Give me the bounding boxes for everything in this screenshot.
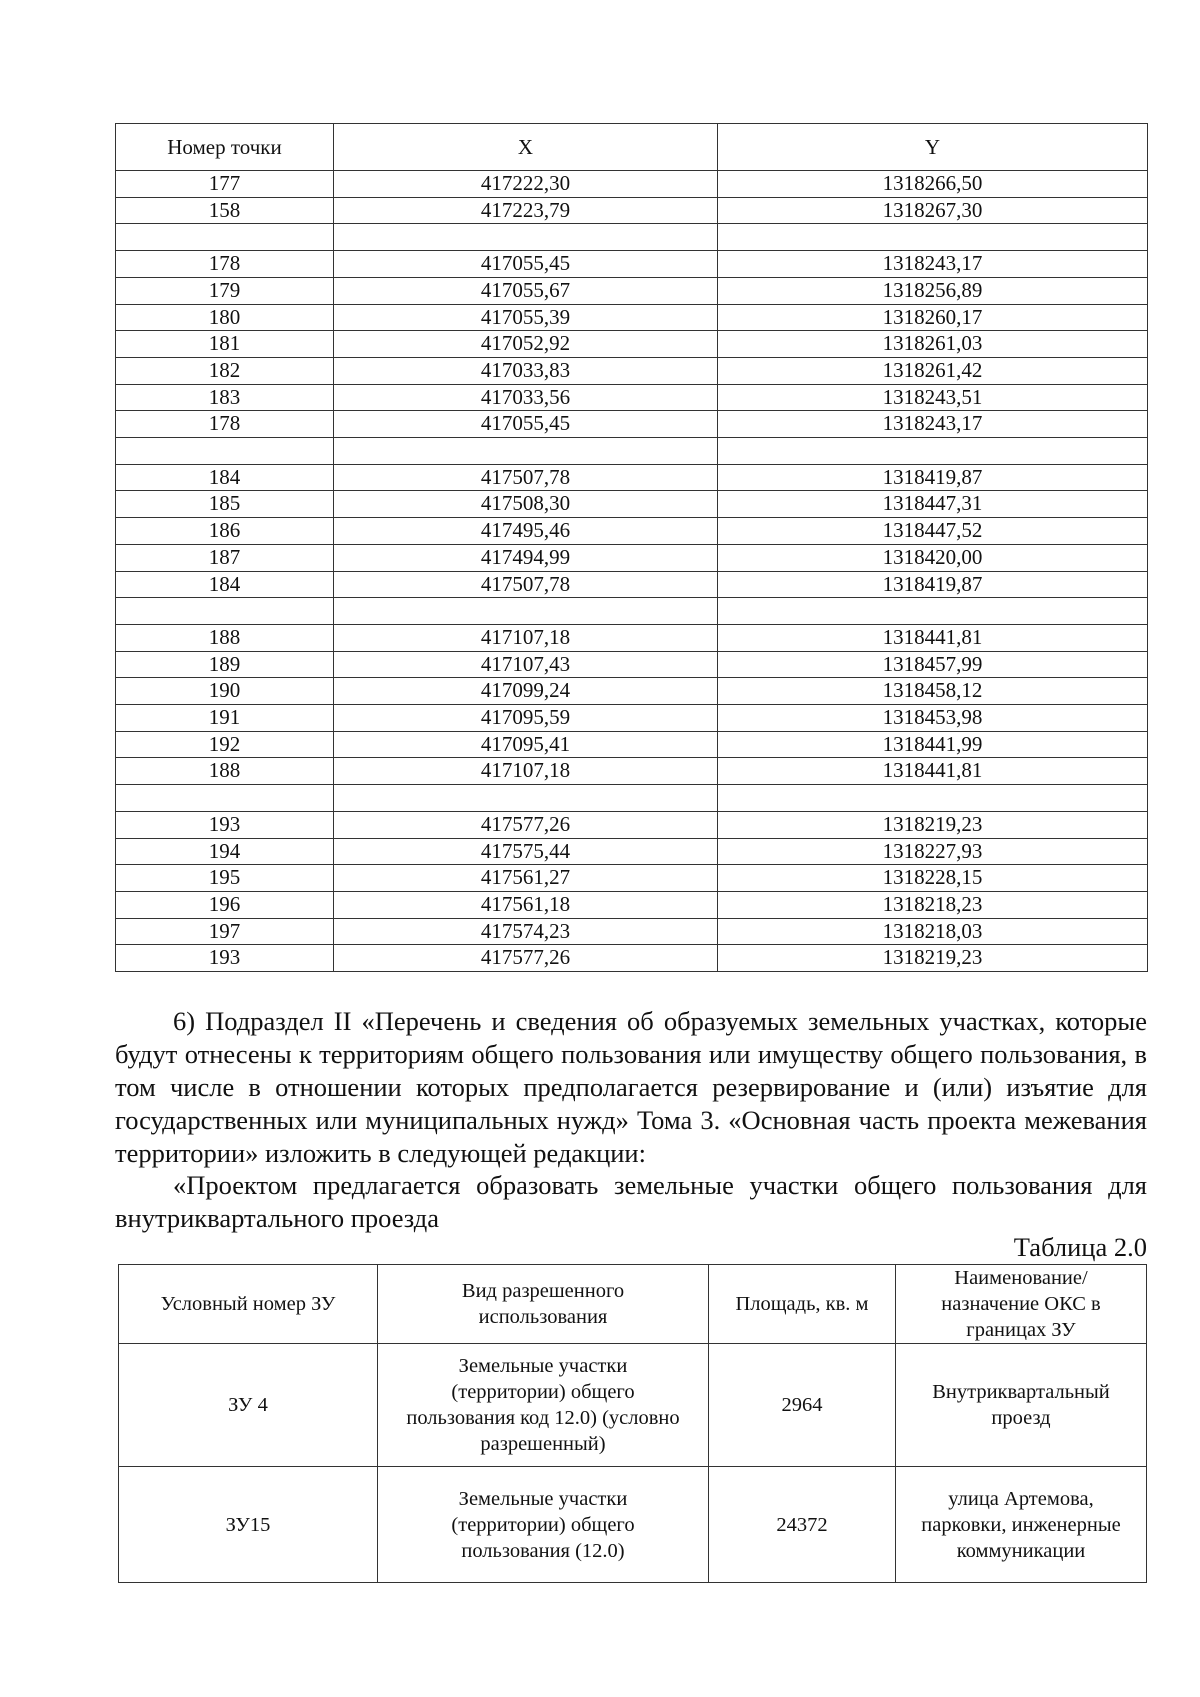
x-cell: 417055,45 xyxy=(334,411,718,438)
land-plots-table xyxy=(118,1264,1147,1583)
x-cell xyxy=(334,224,718,251)
y-cell: 1318441,81 xyxy=(718,758,1148,785)
table-row xyxy=(116,865,1148,892)
y-cell: 1318447,31 xyxy=(718,491,1148,518)
paragraph-7 xyxy=(115,1169,1147,1235)
x-cell xyxy=(334,438,718,465)
x-cell: 417107,43 xyxy=(334,651,718,678)
header-oks-name: Наименование/ назначение ОКС в границах ЗУ xyxy=(896,1265,1147,1344)
x-cell: 417494,99 xyxy=(334,544,718,571)
header-y: Y xyxy=(718,124,1148,171)
plot-number-cell: ЗУ 4 xyxy=(119,1344,378,1467)
table-row xyxy=(116,518,1148,545)
x-cell: 417107,18 xyxy=(334,758,718,785)
point-number-cell: 183 xyxy=(116,384,334,411)
x-cell xyxy=(334,598,718,625)
y-cell xyxy=(718,438,1148,465)
y-cell: 1318218,03 xyxy=(718,918,1148,945)
x-cell: 417495,46 xyxy=(334,518,718,545)
point-number-cell: 158 xyxy=(116,197,334,224)
table-row xyxy=(116,277,1148,304)
separator-row xyxy=(116,224,1148,251)
x-cell: 417052,92 xyxy=(334,331,718,358)
header-area: Площадь, кв. м xyxy=(709,1265,896,1344)
x-cell: 417033,83 xyxy=(334,357,718,384)
oks-name-cell: улица Артемова, парковки, инженерные коммуникации xyxy=(896,1467,1147,1583)
point-number-cell: 190 xyxy=(116,678,334,705)
table-row xyxy=(116,678,1148,705)
oks-name-cell: Внутриквартальный проезд xyxy=(896,1344,1147,1467)
point-number-cell: 177 xyxy=(116,171,334,198)
y-cell: 1318260,17 xyxy=(718,304,1148,331)
x-cell: 417577,26 xyxy=(334,811,718,838)
table-row xyxy=(116,811,1148,838)
land-plots-header-row xyxy=(119,1265,1147,1344)
x-cell: 417055,39 xyxy=(334,304,718,331)
y-cell: 1318266,50 xyxy=(718,171,1148,198)
point-number-cell: 194 xyxy=(116,838,334,865)
table-row xyxy=(116,945,1148,972)
table-row xyxy=(116,705,1148,732)
point-number-cell xyxy=(116,224,334,251)
plot-number-cell: ЗУ15 xyxy=(119,1467,378,1583)
point-number-cell: 181 xyxy=(116,331,334,358)
point-number-cell: 195 xyxy=(116,865,334,892)
x-cell: 417107,18 xyxy=(334,624,718,651)
table-row xyxy=(119,1467,1147,1583)
header-plot-number: Условный номер ЗУ xyxy=(119,1265,378,1344)
header-x: X xyxy=(334,124,718,171)
permitted-use-cell: Земельные участки (территории) общего пользования код 12.0) (условно разрешенный) xyxy=(378,1344,709,1467)
point-number-cell: 196 xyxy=(116,891,334,918)
separator-row xyxy=(116,598,1148,625)
table-caption: Таблица 2.0 xyxy=(1013,1232,1147,1262)
coordinates-table xyxy=(115,123,1148,972)
paragraph-6-text: 6) Подраздел II «Перечень и сведения об образуемых земельных участках, которые будут отнесены к территориям общего пользования или имуществу общего пользования, в том числе в отношении которых предполагается резервирование и (или) изъятие для государственных или муниципальных нужд» Тома 3. «Основная часть проекта межевания территории» изложить в следующей редакции: xyxy=(115,1006,1147,1168)
header-point-number: Номер точки xyxy=(116,124,334,171)
point-number-cell: 188 xyxy=(116,758,334,785)
coordinates-body xyxy=(116,171,1148,972)
y-cell: 1318447,52 xyxy=(718,518,1148,545)
table-row xyxy=(116,624,1148,651)
y-cell: 1318267,30 xyxy=(718,197,1148,224)
paragraph-7-text: «Проектом предлагается образовать земельные участки общего пользования для внутриквартального проезда xyxy=(115,1170,1147,1233)
y-cell: 1318458,12 xyxy=(718,678,1148,705)
x-cell: 417223,79 xyxy=(334,197,718,224)
table-row xyxy=(116,758,1148,785)
coordinates-header-row xyxy=(116,124,1148,171)
x-cell: 417222,30 xyxy=(334,171,718,198)
y-cell xyxy=(718,785,1148,812)
y-cell: 1318441,81 xyxy=(718,624,1148,651)
point-number-cell: 184 xyxy=(116,571,334,598)
table-row xyxy=(116,411,1148,438)
area-cell: 2964 xyxy=(709,1344,896,1467)
header-permitted-use: Вид разрешенного использования xyxy=(378,1265,709,1344)
table-row xyxy=(116,304,1148,331)
point-number-cell: 189 xyxy=(116,651,334,678)
table-row xyxy=(119,1344,1147,1467)
point-number-cell: 197 xyxy=(116,918,334,945)
x-cell: 417099,24 xyxy=(334,678,718,705)
x-cell: 417575,44 xyxy=(334,838,718,865)
table-row xyxy=(116,838,1148,865)
point-number-cell: 188 xyxy=(116,624,334,651)
point-number-cell xyxy=(116,438,334,465)
table-row xyxy=(116,491,1148,518)
y-cell: 1318243,17 xyxy=(718,251,1148,278)
point-number-cell: 184 xyxy=(116,464,334,491)
y-cell: 1318453,98 xyxy=(718,705,1148,732)
table-row xyxy=(116,384,1148,411)
y-cell: 1318219,23 xyxy=(718,945,1148,972)
y-cell: 1318420,00 xyxy=(718,544,1148,571)
x-cell: 417055,67 xyxy=(334,277,718,304)
table-row xyxy=(116,197,1148,224)
x-cell xyxy=(334,785,718,812)
point-number-cell: 180 xyxy=(116,304,334,331)
paragraph-6 xyxy=(115,1005,1147,1170)
y-cell: 1318261,42 xyxy=(718,357,1148,384)
point-number-cell: 178 xyxy=(116,251,334,278)
point-number-cell: 185 xyxy=(116,491,334,518)
y-cell: 1318419,87 xyxy=(718,571,1148,598)
point-number-cell: 178 xyxy=(116,411,334,438)
x-cell: 417507,78 xyxy=(334,571,718,598)
point-number-cell: 182 xyxy=(116,357,334,384)
table-row xyxy=(116,464,1148,491)
y-cell: 1318261,03 xyxy=(718,331,1148,358)
point-number-cell: 193 xyxy=(116,811,334,838)
point-number-cell xyxy=(116,785,334,812)
y-cell xyxy=(718,598,1148,625)
x-cell: 417561,18 xyxy=(334,891,718,918)
table-row xyxy=(116,544,1148,571)
point-number-cell: 179 xyxy=(116,277,334,304)
x-cell: 417507,78 xyxy=(334,464,718,491)
point-number-cell: 193 xyxy=(116,945,334,972)
y-cell: 1318219,23 xyxy=(718,811,1148,838)
y-cell: 1318441,99 xyxy=(718,731,1148,758)
table-row xyxy=(116,891,1148,918)
x-cell: 417095,41 xyxy=(334,731,718,758)
y-cell xyxy=(718,224,1148,251)
table-row xyxy=(116,731,1148,758)
x-cell: 417574,23 xyxy=(334,918,718,945)
separator-row xyxy=(116,438,1148,465)
x-cell: 417577,26 xyxy=(334,945,718,972)
y-cell: 1318227,93 xyxy=(718,838,1148,865)
y-cell: 1318218,23 xyxy=(718,891,1148,918)
permitted-use-cell: Земельные участки (территории) общего пользования (12.0) xyxy=(378,1467,709,1583)
table-row xyxy=(116,651,1148,678)
table-row xyxy=(116,918,1148,945)
y-cell: 1318457,99 xyxy=(718,651,1148,678)
point-number-cell: 187 xyxy=(116,544,334,571)
y-cell: 1318243,17 xyxy=(718,411,1148,438)
y-cell: 1318419,87 xyxy=(718,464,1148,491)
table-row xyxy=(116,357,1148,384)
table-row xyxy=(116,171,1148,198)
x-cell: 417095,59 xyxy=(334,705,718,732)
point-number-cell: 192 xyxy=(116,731,334,758)
area-cell: 24372 xyxy=(709,1467,896,1583)
x-cell: 417055,45 xyxy=(334,251,718,278)
y-cell: 1318256,89 xyxy=(718,277,1148,304)
point-number-cell: 186 xyxy=(116,518,334,545)
x-cell: 417561,27 xyxy=(334,865,718,892)
y-cell: 1318243,51 xyxy=(718,384,1148,411)
table-row xyxy=(116,331,1148,358)
point-number-cell xyxy=(116,598,334,625)
table-row xyxy=(116,571,1148,598)
y-cell: 1318228,15 xyxy=(718,865,1148,892)
separator-row xyxy=(116,785,1148,812)
x-cell: 417033,56 xyxy=(334,384,718,411)
x-cell: 417508,30 xyxy=(334,491,718,518)
point-number-cell: 191 xyxy=(116,705,334,732)
table-row xyxy=(116,251,1148,278)
